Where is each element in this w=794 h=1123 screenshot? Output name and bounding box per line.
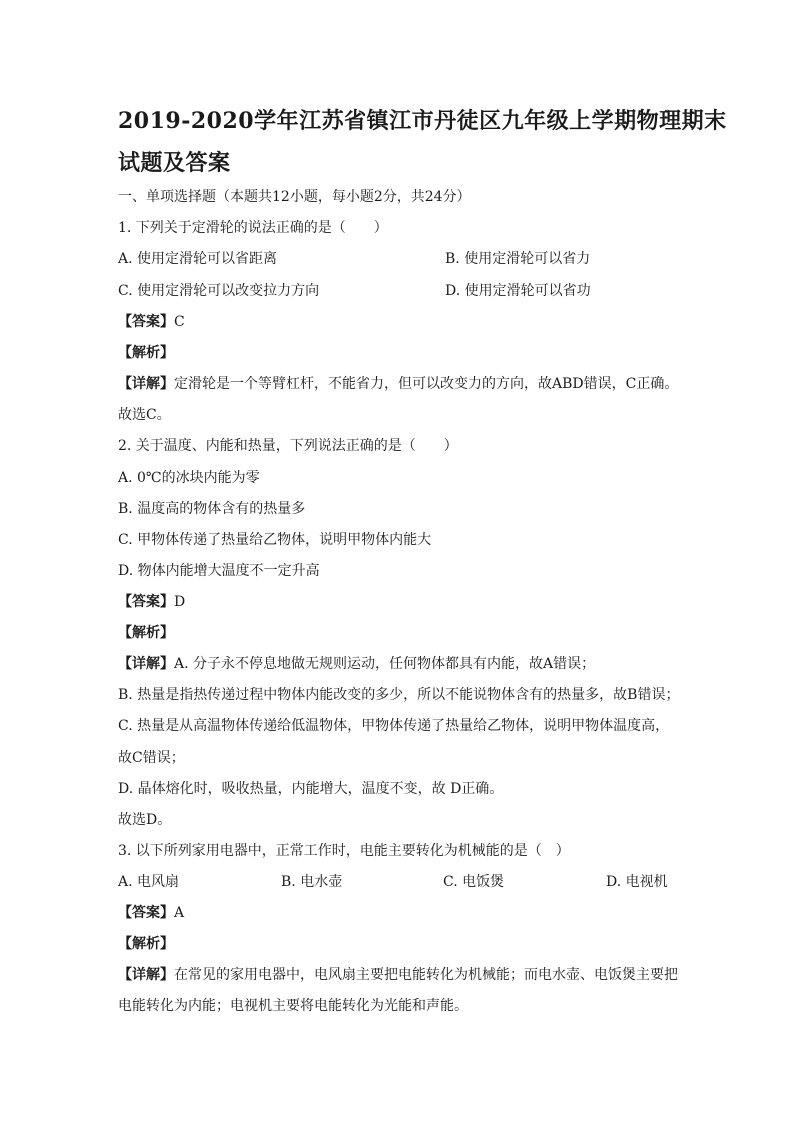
q2-detail-d: D. 晶体熔化时，吸收热量，内能增大，温度不变，故 D正确。 [118, 781, 504, 797]
q1-detail [118, 375, 678, 393]
q2-detail-a [118, 655, 595, 673]
q2-conclusion: 故选D。 [118, 812, 172, 828]
answer-value: D [174, 594, 186, 610]
q2-answer [118, 593, 185, 611]
q1-conclusion: 故选C。 [118, 407, 171, 423]
answer-tag: 【答案】 [118, 314, 174, 330]
q2-analysis-tag: 【解析】 [118, 625, 174, 641]
q3-detail-2: 电能转化为内能；电视机主要将电能转化为光能和声能。 [118, 998, 468, 1014]
q3-option-d: D. 电视机 [606, 874, 668, 890]
q1-analysis-tag: 【解析】 [118, 345, 174, 361]
q2-option-d: D. 物体内能增大温度不一定升高 [118, 563, 320, 579]
detail-tag: 【详解】 [118, 967, 174, 983]
q3-option-b: B. 电水壶 [281, 874, 343, 890]
answer-value: C [174, 314, 185, 330]
q2-detail-c1: C. 热量是从高温物体传递给低温物体，甲物体传递了热量给乙物体，说明甲物体温度高， [118, 718, 670, 734]
q1-stem: 1. 下列关于定滑轮的说法正确的是（ ） [118, 220, 388, 236]
q2-option-c: C. 甲物体传递了热量给乙物体，说明甲物体内能大 [118, 532, 432, 548]
q1-option-b: B. 使用定滑轮可以省力 [445, 251, 591, 267]
q1-option-c: C. 使用定滑轮可以改变拉力方向 [118, 283, 320, 299]
q2-detail-b: B. 热量是指热传递过程中物体内能改变的多少，所以不能说物体含有的热量多，故B错误； [118, 687, 680, 703]
q3-option-a: A. 电风扇 [118, 874, 180, 890]
detail-tag: 【详解】 [118, 376, 174, 392]
detail-tag: 【详解】 [118, 656, 174, 672]
q1-option-d: D. 使用定滑轮可以省功 [445, 283, 591, 299]
q3-analysis-tag: 【解析】 [118, 936, 174, 952]
answer-tag: 【答案】 [118, 594, 174, 610]
q2-stem: 2. 关于温度、内能和热量，下列说法正确的是（ ） [118, 438, 458, 454]
q1-answer [118, 313, 185, 331]
detail-text: 定滑轮是一个等臂杠杆，不能省力，但可以改变力的方向，故ABD错误，C正确。 [174, 376, 679, 392]
section-heading: 一、单项选择题（本题共12小题，每小题2分，共24分） [118, 189, 471, 205]
detail-text: 在常见的家用电器中，电风扇主要把电能转化为机械能；而电水壶、电饭煲主要把 [174, 967, 678, 983]
detail-text: A. 分子永不停息地做无规则运动，任何物体都具有内能，故A错误； [174, 656, 596, 672]
q2-detail-c2: 故C错误； [118, 750, 185, 766]
q2-option-a: A. 0℃的冰块内能为零 [118, 470, 260, 486]
q3-answer [118, 904, 184, 922]
q2-option-b: B. 温度高的物体含有的热量多 [118, 501, 306, 517]
q1-option-a: A. 使用定滑轮可以省距离 [118, 251, 278, 267]
doc-title-line2: 试题及答案 [118, 150, 231, 176]
q3-detail-1 [118, 966, 678, 984]
answer-value: A [174, 905, 185, 921]
q3-stem: 3. 以下所列家用电器中，正常工作时，电能主要转化为机械能的是（ ） [118, 843, 570, 859]
answer-tag: 【答案】 [118, 905, 174, 921]
doc-title-line1: 2019-2020学年江苏省镇江市丹徒区九年级上学期物理期末 [118, 108, 727, 134]
q3-option-c: C. 电饭煲 [443, 874, 505, 890]
